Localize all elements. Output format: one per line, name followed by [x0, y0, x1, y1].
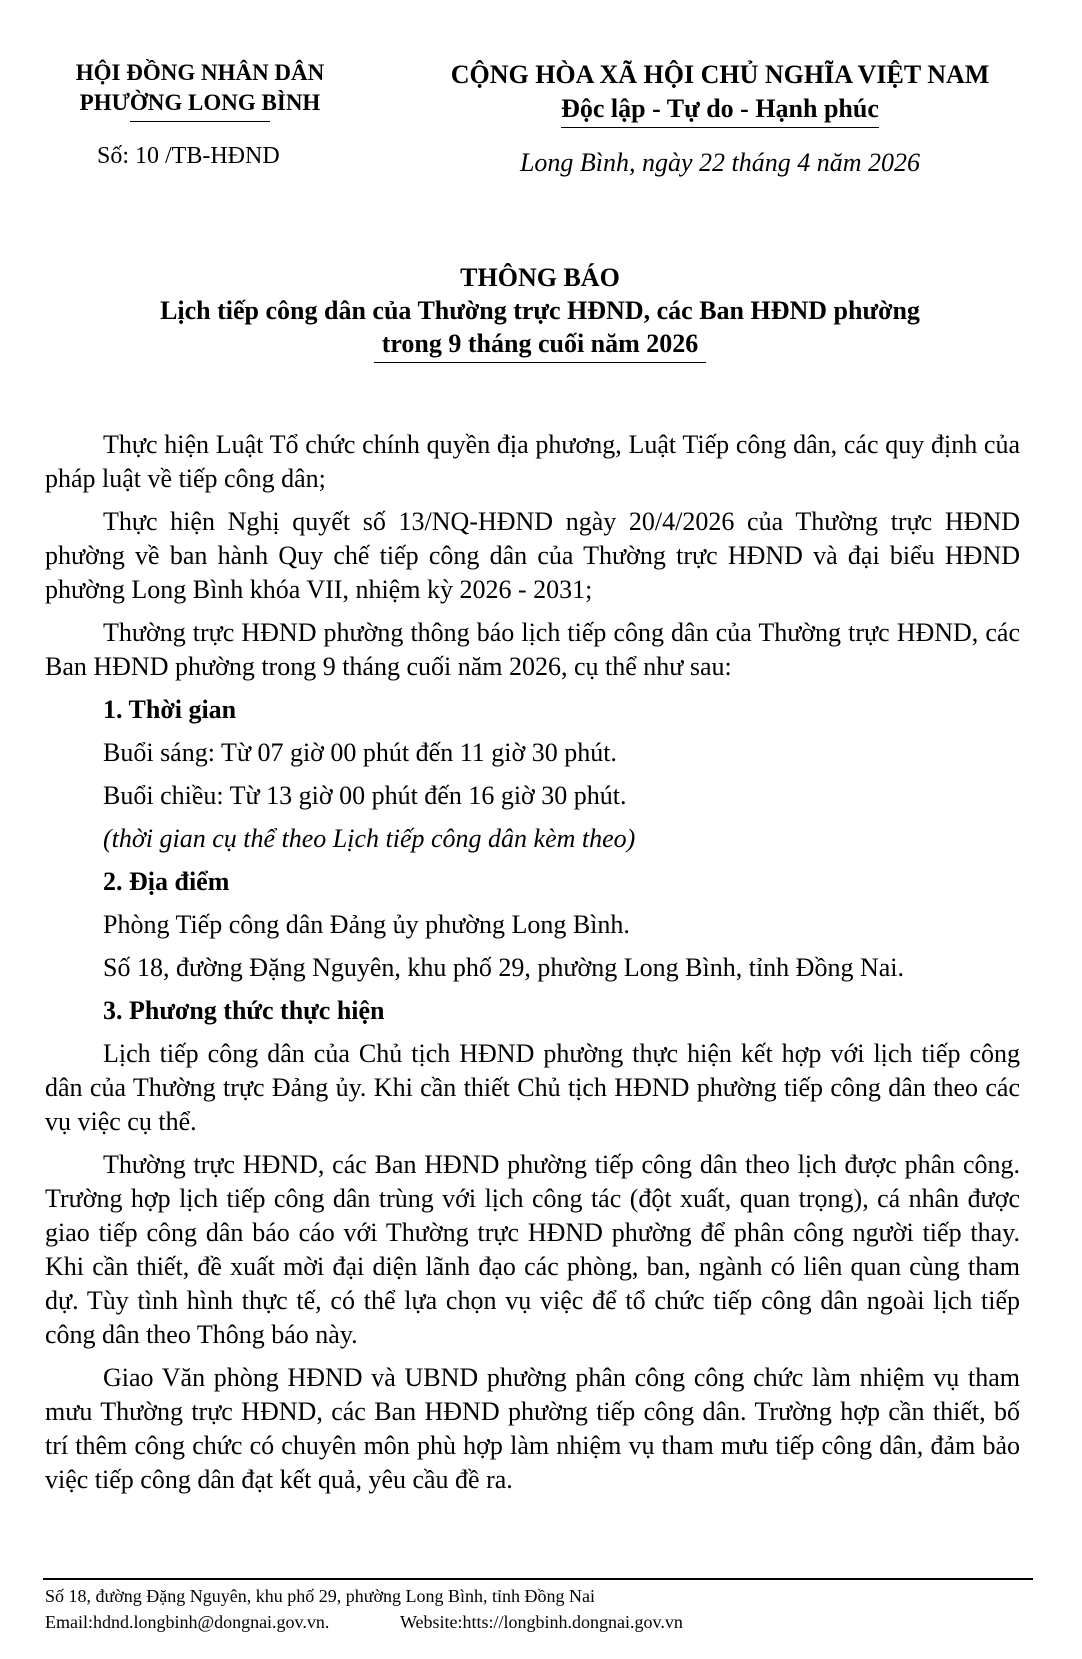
- document-number: Số: 10 /TB-HĐND: [97, 143, 280, 169]
- paragraph-announcement: Thường trực HĐND phường thông báo lịch tiếp công dân của Thường trực HĐND, các Ban HĐND phường trong 9 tháng cuối năm 2026, cụ thể như sau:: [45, 618, 1020, 681]
- paragraph-legal-basis-2: Thực hiện Nghị quyết số 13/NQ-HĐND ngày 20/4/2026 của Thường trực HĐND phường về ban hành Quy chế tiếp công dân của Thường trực HĐND và đại biểu HĐND phường Long Bình khóa VII, nhiệm kỳ 2026 - 2031;: [45, 507, 1020, 604]
- method-paragraph-1: Lịch tiếp công dân của Chủ tịch HĐND phường thực hiện kết hợp với lịch tiếp công dân của Thường trực Đảng ủy. Khi cần thiết Chủ tịch HĐND phường tiếp công dân theo các vụ việc cụ thể.: [45, 1039, 1020, 1136]
- title-main: THÔNG BÁO: [460, 263, 620, 292]
- title-subtitle-line1: Lịch tiếp công dân của Thường trực HĐND, các Ban HĐND phường: [160, 296, 920, 325]
- section-location-heading: 2. Địa điểm: [103, 867, 230, 896]
- document-date: Long Bình, ngày 22 tháng 4 năm 2026: [519, 148, 921, 177]
- footer-address: Số 18, đường Đặng Nguyên, khu phố 29, phường Long Bình, tỉnh Đồng Nai: [45, 1586, 596, 1606]
- method-paragraph-3: Giao Văn phòng HĐND và UBND phường phân công công chức làm nhiệm vụ tham mưu Thường trực HĐND, các Ban HĐND phường tiếp công dân. Trường hợp cần thiết, bố trí thêm công chức có chuyên môn phù hợp làm nhiệm vụ tham mưu tiếp công dân, đảm bảo việc tiếp công dân đạt kết quả, yêu cầu đề ra.: [45, 1363, 1020, 1494]
- section-method-heading: 3. Phương thức thực hiện: [103, 996, 385, 1025]
- national-motto: Độc lập - Tự do - Hạnh phúc: [561, 92, 879, 128]
- issuing-organization: [45, 58, 355, 122]
- footer-email: Email:hdnd.longbinh@dongnai.gov.vn.: [45, 1612, 330, 1632]
- country-name: CỘNG HÒA XÃ HỘI CHỦ NGHĨA VIỆT NAM: [450, 60, 990, 89]
- footer-website: Website:htts://longbinh.dongnai.gov.vn: [400, 1612, 683, 1632]
- title-subtitle-line2: trong 9 tháng cuối năm 2026: [374, 327, 707, 363]
- org-name-line2: PHƯỜNG LONG BÌNH: [79, 90, 321, 115]
- section-time-heading: 1. Thời gian: [103, 695, 237, 724]
- location-address: Số 18, đường Đặng Nguyên, khu phố 29, phường Long Bình, tỉnh Đồng Nai.: [103, 953, 904, 982]
- page-footer: [45, 1583, 1035, 1635]
- method-paragraph-2: Thường trực HĐND, các Ban HĐND phường tiếp công dân theo lịch được phân công. Trường hợp lịch tiếp công dân trùng với lịch công tác (đột xuất, quan trọng), cá nhân được giao tiếp công dân báo cáo với Thường trực HĐND phường để phân công người tiếp thay. Khi cần thiết, đề xuất mời đại diện lãnh đạo các phòng, ban, ngành có liên quan cùng tham dự. Tùy tình hình thực tế, có thể lựa chọn vụ việc để tổ chức tiếp công dân ngoài lịch tiếp công dân theo Thông báo này.: [45, 1150, 1020, 1349]
- document-body: [45, 428, 1020, 1506]
- afternoon-hours: Buổi chiều: Từ 13 giờ 00 phút đến 16 giờ 30 phút.: [103, 781, 627, 810]
- footer-divider: [43, 1578, 1033, 1580]
- morning-hours: Buổi sáng: Từ 07 giờ 00 phút đến 11 giờ 30 phút.: [103, 738, 617, 767]
- location-place: Phòng Tiếp công dân Đảng ủy phường Long Bình.: [103, 910, 630, 939]
- org-underline: [130, 121, 270, 122]
- national-heading: [410, 58, 1030, 128]
- time-note: (thời gian cụ thể theo Lịch tiếp công dân kèm theo): [103, 824, 636, 853]
- document-title: [60, 262, 1020, 363]
- org-name-line1: HỘI ĐỒNG NHÂN DÂN: [75, 60, 325, 85]
- paragraph-legal-basis-1: Thực hiện Luật Tổ chức chính quyền địa phương, Luật Tiếp công dân, các quy định của pháp luật về tiếp công dân;: [45, 430, 1020, 493]
